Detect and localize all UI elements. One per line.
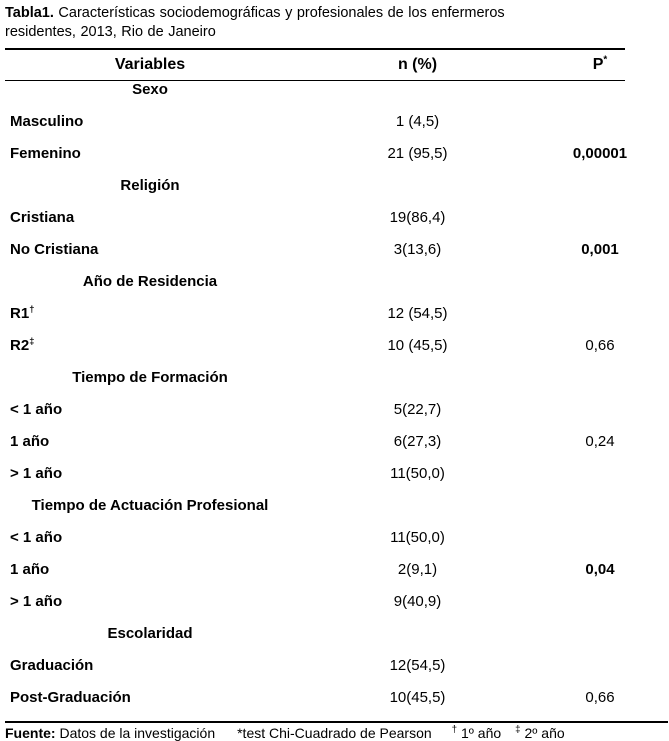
row-label: No Cristiana xyxy=(10,241,99,258)
section-heading-label: Sexo xyxy=(132,81,168,98)
footnote-source-text: Datos de la investigación xyxy=(59,725,216,741)
cell-n-percent: 9(40,9) xyxy=(393,593,442,610)
row-label: Femenino xyxy=(10,145,81,162)
row-label: R1† xyxy=(10,304,35,322)
cell-p-value: 0,66 xyxy=(585,337,615,354)
cell-n-percent: 6(27,3) xyxy=(393,433,442,450)
column-header-p-value xyxy=(535,56,665,74)
caption-text-line2: residentes, 2013, Rio de Janeiro xyxy=(5,24,216,40)
table-row xyxy=(0,305,669,337)
row-label: > 1 año xyxy=(10,593,63,610)
row-label: 1 año xyxy=(10,561,50,578)
section-heading-row xyxy=(0,625,669,657)
table-row xyxy=(0,529,669,561)
cell-n-percent: 19(86,4) xyxy=(389,209,446,226)
cell-n-percent: 11(50,0) xyxy=(390,529,445,546)
footnote-dagger-marker: † xyxy=(451,724,458,736)
row-footnote-marker: † xyxy=(29,304,35,314)
section-heading-row xyxy=(0,177,669,209)
caption-label: Tabla1. xyxy=(5,5,54,21)
cell-p-value: 0,00001 xyxy=(572,145,628,162)
table-body xyxy=(0,81,669,721)
table-root xyxy=(0,4,669,741)
cell-p-value: 0,04 xyxy=(585,561,615,578)
footnote-test-note: *test Chi-Cuadrado de Pearson xyxy=(237,725,432,741)
cell-p-value: 0,001 xyxy=(581,241,619,258)
cell-n-percent: 11(50,0) xyxy=(390,465,445,482)
section-heading-label: Tiempo de Actuación Profesional xyxy=(31,497,269,514)
cell-n-percent: 12(54,5) xyxy=(389,657,446,674)
row-label: R2‡ xyxy=(10,336,35,354)
column-header-p-label: P xyxy=(592,56,604,73)
row-label: 1 año xyxy=(10,433,50,450)
section-heading-label: Escolaridad xyxy=(107,625,193,642)
footnote-dagger-entry xyxy=(432,725,502,741)
p-value-footnote-marker: * xyxy=(603,54,608,66)
cell-n-percent: 3(13,6) xyxy=(393,241,442,258)
section-heading-row xyxy=(0,273,669,305)
row-label: < 1 año xyxy=(10,401,63,418)
table-caption xyxy=(5,4,665,42)
table-row xyxy=(0,113,669,145)
table-row xyxy=(0,241,669,273)
table-row xyxy=(0,209,669,241)
table-row xyxy=(0,593,669,625)
section-heading-row xyxy=(0,81,669,113)
table-row xyxy=(0,465,669,497)
row-label: Post-Graduación xyxy=(10,689,131,706)
table-row xyxy=(0,433,669,465)
table-footnote xyxy=(5,725,669,741)
column-header-n-percent: n (%) xyxy=(397,56,438,73)
footnote-double-dagger-marker: ‡ xyxy=(515,724,521,736)
footnote-source-label: Fuente: xyxy=(5,725,56,741)
table-row xyxy=(0,689,669,721)
cell-n-percent: 21 (95,5) xyxy=(387,145,448,162)
row-label: > 1 año xyxy=(10,465,63,482)
footnote-dagger-text: 1º año xyxy=(461,725,502,741)
row-label: Graduación xyxy=(10,657,94,674)
table-row xyxy=(0,561,669,593)
cell-n-percent: 10 (45,5) xyxy=(387,337,448,354)
column-header-variables: Variables xyxy=(114,56,186,73)
table-row xyxy=(0,401,669,433)
table-row xyxy=(0,337,669,369)
row-label: Cristiana xyxy=(10,209,75,226)
cell-n-percent: 12 (54,5) xyxy=(387,305,448,322)
footnote-source xyxy=(5,725,215,741)
cell-p-value: 0,24 xyxy=(585,433,615,450)
footnote-double-dagger-text: 2º año xyxy=(524,725,565,741)
table-row xyxy=(0,657,669,689)
section-heading-label: Tiempo de Formación xyxy=(72,369,228,386)
row-label: < 1 año xyxy=(10,529,63,546)
cell-n-percent: 5(22,7) xyxy=(393,401,442,418)
cell-n-percent: 1 (4,5) xyxy=(395,113,440,130)
caption-text: Características sociodemográficas y profesionales de los enfermeros xyxy=(58,5,505,21)
cell-n-percent: 10(45,5) xyxy=(389,689,446,706)
section-heading-row xyxy=(0,497,669,529)
cell-n-percent: 2(9,1) xyxy=(397,561,438,578)
table-header-row xyxy=(0,50,669,80)
table-rule-bottom xyxy=(5,721,668,723)
cell-p-value: 0,66 xyxy=(585,689,615,706)
footnote-double-dagger-entry xyxy=(501,725,565,741)
section-heading-label: Año de Residencia xyxy=(82,273,218,290)
table-row xyxy=(0,145,669,177)
row-label: Masculino xyxy=(10,113,84,130)
section-heading-row xyxy=(0,369,669,401)
section-heading-label: Religión xyxy=(120,177,180,194)
row-footnote-marker: ‡ xyxy=(29,336,35,346)
